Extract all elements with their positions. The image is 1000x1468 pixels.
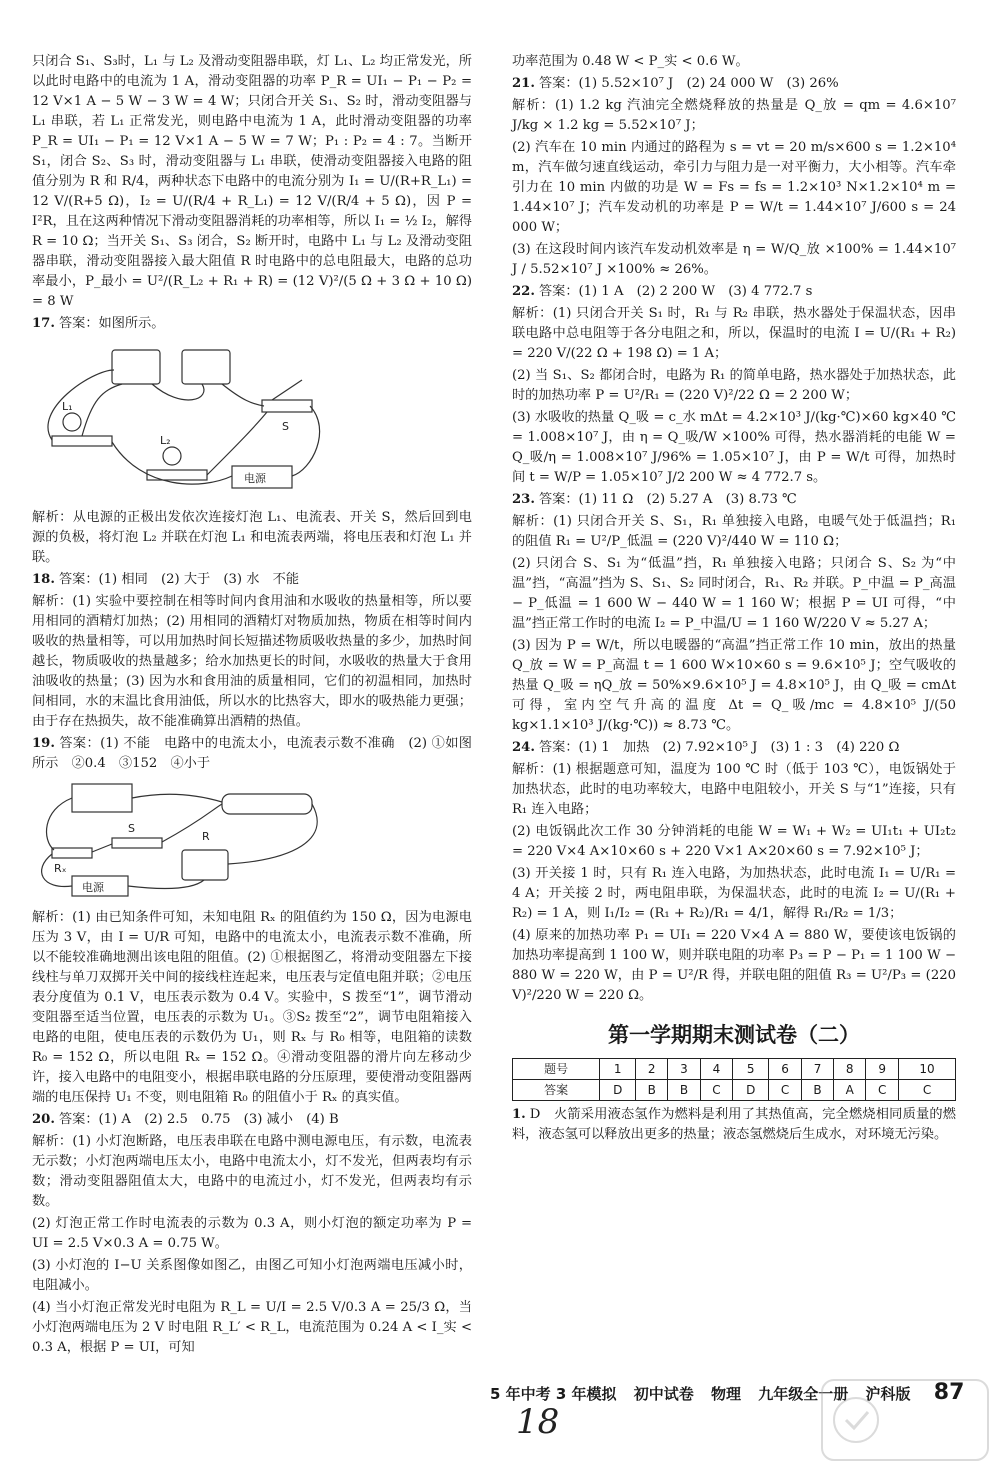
q21-explanation-3: (3) 在这段时间内该汽车发动机效率是 η = W/Q_放 ×100% = 1.44×10⁷ J / 5.52×10⁷ J ×100% ≈ 26%。 — [512, 242, 956, 277]
question-number: 23. — [512, 492, 535, 507]
q22-explanation-3: (3) 水吸收的热量 Q_吸 = c_水 mΔt = 4.2×10³ J/(kg·℃)×60 kg×40 ℃ = 1.008×10⁷ J，由 η = Q_吸/W ×100% 可得，热水器消耗的电能 W = Q_吸/η = 1.008×10⁷ J/96% = 1.05×10⁷ J，由 P = W/t 可得，加热时间 t = W/P = 1.05×10⁷ J/2 200 W ≈ 4 772.7 s。 — [512, 410, 956, 485]
table-cell: C — [700, 1080, 733, 1101]
q18-explanation: 解析：(1) 实验中要控制在相等时间内食用油和水吸收的热量相等，所以要用相同的酒精灯加热；(2) 用相同的酒精灯对物质加热，物质在相等时间内吸收的热量相等，可以用加热时间长短描述物质吸收热量的多少，加热时间越长，物质吸收的热量越多；给水加热更长的时间，水吸收的热量大于食用油吸收的热量；(3) 因为水和食用油的质量相同，它们的初温相同，加热时间相同，水的末温比食用油低，所以水的比热容大，即水的吸热能力更强；由于存在热损失，故不能准确算出酒精的热值。 — [32, 594, 472, 729]
voltmeter-icon — [182, 350, 230, 384]
table-cell: 4 — [700, 1059, 733, 1080]
q21-answer: 答案：(1) 5.52×10⁷ J (2) 24 000 W (3) 26% — [538, 76, 839, 91]
circuit-diagram — [32, 780, 332, 900]
resistor-r-label: R — [202, 830, 210, 843]
question-1 — [512, 1105, 956, 1145]
bulb-l1-icon — [63, 413, 81, 431]
section-title: 第一学期期末测试卷（二） — [608, 1023, 860, 1047]
q24-explanation-4: (4) 原来的加热功率 P₁ = UI₁ = 220 V×4 A = 880 W，要使该电饭锅的加热功率提高到 1 100 W，则并联电阻的功率 P₃ = P − P₁ = 1 100 W − 880 W = 220 W，由 P = U²/R 得，并联电阻的阻值 R₃ = U²/P₃ = (220 V)²/220 W = 220 Ω。 — [512, 928, 956, 1003]
q19-circuit-figure — [32, 780, 472, 900]
bulb-l2-icon — [163, 447, 181, 465]
q20-explanation-1: 解析：(1) 小灯泡断路，电压表串联在电路中测电源电压，有示数，电流表无示数；小灯泡两端电压太小，电路中电流太小，灯不发光，但两表均有示数；滑动变阻器阻值太大，电路中的电流过小，灯不发光，但两表均有示数。 — [32, 1134, 472, 1209]
q24-explanation-2: (2) 电饭锅此次工作 30 分钟消耗的电能 W = W₁ + W₂ = UI₁t₁ + UI₂t₂ = 220 V×4 A×10×60 s + 220 V×1 A×20×60 s = 7.92×10⁵ J； — [512, 824, 956, 859]
table-row — [513, 1080, 956, 1101]
table-cell: 6 — [769, 1059, 802, 1080]
question-21 — [512, 74, 956, 280]
footer-subject: 物理 — [711, 1385, 742, 1403]
watermark-logo — [820, 1378, 990, 1462]
q23-answer: 答案：(1) 11 Ω (2) 5.27 A (3) 8.73 ℃ — [538, 492, 797, 507]
table-cell: C — [866, 1080, 899, 1101]
table-cell: B — [636, 1080, 668, 1101]
question-23 — [512, 490, 956, 736]
resistor-rx-label: Rₓ — [54, 862, 67, 875]
footer-grade: 九年级全一册 — [758, 1385, 849, 1403]
table-cell: B — [668, 1080, 700, 1101]
resistance-box-icon — [72, 784, 132, 812]
table-cell: 2 — [636, 1059, 668, 1080]
q23-explanation-2: (2) 只闭合 S、S₁ 为“低温”挡，R₁ 单独接入电路；只闭合 S、S₂ 为“中温”挡，“高温”挡为 S、S₁、S₂ 同时闭合，R₁、R₂ 并联。P_中温 = P_高温 − P_低温 = 1 600 W − 440 W = 1 160 W；根据 P = UI 可得，“中温”挡正常工作时的电流 I₂ = P_中温/U = 1 160 W/220 V ≈ 5.27 A； — [512, 556, 956, 631]
q19-answer: 答案：(1) 不能 电路中的电流太小，电流表示数不准确 (2) ①如图所示 ②0.4 ③152 ④小于 — [32, 736, 472, 771]
answer-table — [512, 1058, 956, 1101]
ammeter-icon — [112, 350, 160, 384]
question-number: 21. — [512, 76, 535, 91]
table-cell: 3 — [668, 1059, 700, 1080]
q19-explanation: 解析：(1) 由已知条件可知，未知电阻 Rₓ 的阻值约为 150 Ω，因为电源电压为 3 V，由 I = U/R 可知，电路中的电流太小，电流表示数不准确，所以不能较准确地测出该电阻的阻值。(2) ①根据图乙，将滑动变阻器左下接线柱与单刀双掷开关中间的接线柱连起来，电压表与定值电阻并联；②电压表分度值为 0.1 V，电压表示数为 0.4 V。实验中，S 拨至“1”，调节滑动变阻器至适当位置，电压表的示数为 U₁。③S₂ 拨至“2”，调节电阻箱接入电路的电阻，使电压表的示数仍为 U₁，则 Rₓ 与 R₀ 相等，电阻箱的读数 R₀ = 152 Ω，所以电阻 Rₓ = 152 Ω。④滑动变阻器的滑片向左移动少许，接入电路中的电阻变小，根据串联电路的分压原理，要使滑动变阻器两端的电压保持 U₁ 不变，则电阻箱 R₀ 的阻值小于 Rₓ 的真实值。 — [32, 910, 472, 1105]
q23-explanation-3: (3) 因为 P = W/t，所以电暖器的“高温”挡正常工作 10 min，放出的热量 Q_放 = W = P_高温 t = 1 600 W×10×60 s = 9.6×10⁵ J；空气吸收的热量 Q_吸 = ηQ_放 = 50%×9.6×10⁵ J = 4.8×10⁵ J，由 Q_吸 = cmΔt 可得，室内空气升高的温度 Δt = Q_吸/mc = 4.8×10⁵ J/(50 kg×1.1×10³ J/(kg·℃)) ≈ 8.73 ℃。 — [512, 638, 956, 733]
question-number: 24. — [512, 740, 535, 755]
table-cell: C — [769, 1080, 802, 1101]
question-18 — [32, 570, 472, 732]
question-number: 19. — [32, 736, 55, 751]
table-cell: 7 — [801, 1059, 833, 1080]
question-number: 22. — [512, 284, 535, 299]
footer-series: 5 年中考 3 年模拟 — [490, 1385, 617, 1403]
q21-explanation-2: (2) 汽车在 10 min 内通过的路程为 s = vt = 20 m/s×600 s = 1.2×10⁴ m，汽车做匀速直线运动，牵引力与阻力是一对平衡力，大小相等。汽车牵引力在 10 min 内做的功是 W = Fs = fs = 1.2×10³ N×1.2×10⁴ m = 1.44×10⁷ J；汽车发动机的功率是 P = W/t = 1.44×10⁷ J/600 s = 24 000 W； — [512, 140, 956, 235]
switch-label: S — [282, 420, 289, 433]
table-header-cell: 题号 — [513, 1059, 600, 1080]
q1-text: D 火箭采用液态氢作为燃料是利用了其热值高，完全燃烧相同质量的燃料，液态氢可以释放出更多的热量；液态氢燃烧后生成水，对环境无污染。 — [512, 1107, 956, 1142]
circuit-diagram — [32, 340, 392, 500]
table-cell: B — [801, 1080, 833, 1101]
table-cell: 8 — [834, 1059, 866, 1080]
l2-label: L₂ — [160, 434, 171, 447]
q23-explanation-1: 解析：(1) 只闭合开关 S、S₁，R₁ 单独接入电路，电暖气处于低温挡；R₁ 的阻值 R₁ = U²/P_低温 = (220 V)²/440 W = 110 Ω； — [512, 514, 956, 549]
table-cell: 9 — [866, 1059, 899, 1080]
table-cell: 5 — [733, 1059, 769, 1080]
question-number: 1. — [512, 1107, 526, 1122]
q17-answer: 答案：如图所示。 — [58, 316, 165, 331]
q20-explanation-4: (4) 当小灯泡正常发光时电阻为 R_L = U/I = 2.5 V/0.3 A = 25/3 Ω，当小灯泡两端电压为 2 V 时电阻 R_L′ < R_L，电流范围为 0.24 A < I_实 < 0.3 A，根据 P = UI，可知 — [32, 1300, 472, 1355]
power-label: 电源 — [244, 472, 266, 485]
question-24 — [512, 738, 956, 1006]
q22-explanation-1: 解析：(1) 只闭合开关 S₁ 时，R₁ 与 R₂ 串联，热水器处于保温状态，因串联电路中总电阻等于各分电阻之和，所以，保温时的电流 I = U/(R₁ + R₂) = 220 V/(22 Ω + 198 Ω) = 1 A； — [512, 306, 956, 361]
switch-label: S — [128, 822, 135, 835]
table-cell: D — [733, 1080, 769, 1101]
table-header-cell: 答案 — [513, 1080, 600, 1101]
table-cell: 10 — [899, 1059, 956, 1080]
table-cell: A — [834, 1080, 866, 1101]
question-19 — [32, 734, 472, 1108]
q24-answer: 答案：(1) 1 加热 (2) 7.92×10⁵ J (3) 1 : 3 (4) 220 Ω — [538, 740, 900, 755]
voltmeter-icon — [182, 850, 228, 880]
table-row — [513, 1059, 956, 1080]
handwritten-page-mark: 18 — [516, 1402, 560, 1442]
q20-answer: 答案：(1) A (2) 2.5 0.75 (3) 减小 (4) B — [58, 1112, 339, 1127]
q16-solution-text: 只闭合 S₁、S₃时，L₁ 与 L₂ 及滑动变阻器串联，灯 L₁、L₂ 均正常发光，所以此时电路中的电流为 1 A，滑动变阻器的功率 P_R = UI₁ − P₁ − P₂ = 12 V×1 A − 5 W − 3 W = 4 W；只闭合开关 S₁、S₂ 时，滑动变阻器与 L₁ 串联，若 L₁ 正常发光，则电路中电流为 1 A，此时滑动变阻器的功率 P_R = UI₁ − P₁ = 12 V×1 A − 5 W = 7 W；P₁ : P₂ = 4 : 7。当断开 S₁，闭合 S₂、S₃ 时，滑动变阻器与 L₁ 串联，使滑动变阻器接入电路的阻值分别为 R 和 R/4，两种状态下电路中的电流分别为 I₁ = U/(R+R_L₁) = 12 V/(R+5 Ω)，I₂ = U/(R/4 + R_L₁) = 12 V/(R/4 + 5 Ω)，因 P = I²R，且在这两种情况下滑动变阻器消耗的功率相等，所以 I₁ = ½ I₂，解得 R = 10 Ω；当开关 S₁、S₃ 闭合，S₂ 断开时，电路中 L₁ 与 L₂ 及滑动变阻器串联，滑动变阻器接入最大阻值 R 时电路中的总电阻最大，电路的总功率最小，P_最小 = U²/(R_L₂ + R₁ + R) = (12 V)²/(5 Ω + 3 Ω + 10 Ω) = 8 W — [32, 54, 472, 309]
q17-circuit-figure — [32, 340, 472, 500]
page-number: 87 — [933, 1380, 965, 1405]
question-number: 17. — [32, 316, 55, 331]
q20-explanation-3: (3) 小灯泡的 I−U 关系图像如图乙，由图乙可知小灯泡两端电压减小时，电阻减小。 — [32, 1258, 472, 1293]
footer-type: 初中试卷 — [633, 1385, 694, 1403]
power-label: 电源 — [82, 881, 104, 894]
rheostat-icon — [222, 794, 312, 814]
q21-explanation-1: 解析：(1) 1.2 kg 汽油完全燃烧释放的热量是 Q_放 = qm = 4.6×10⁷ J/kg × 1.2 kg = 5.52×10⁷ J； — [512, 98, 956, 133]
table-cell: C — [899, 1080, 956, 1101]
question-22 — [512, 282, 956, 488]
q22-answer: 答案：(1) 1 A (2) 2 200 W (3) 4 772.7 s — [538, 284, 813, 299]
left-column — [32, 52, 472, 1360]
q20-tail: 功率范围为 0.48 W < P_实 < 0.6 W。 — [512, 54, 749, 69]
bulb-base — [52, 436, 112, 446]
question-number: 18. — [32, 572, 55, 587]
q24-explanation-3: (3) 开关接 1 时，只有 R₁ 连入电路，为加热状态，此时电流 I₁ = U/R₁ = 4 A；开关接 2 时，两电阻串联，为保温状态，此时的电流 I₂ = U/(R₁ + R₂) = 1 A，则 I₁/I₂ = (R₁ + R₂)/R₁ = 4/1，解得 R₁/R₂ = 1/3； — [512, 866, 956, 921]
table-cell: D — [600, 1080, 636, 1101]
q17-explanation: 解析：从电源的正极出发依次连接灯泡 L₁、电流表、开关 S，然后回到电源的负极，将灯泡 L₂ 并联在灯泡 L₁ 和电流表两端，将电压表和灯泡 L₁ 并联。 — [32, 510, 472, 565]
l1-label: L₁ — [62, 400, 73, 413]
right-column — [512, 52, 956, 1147]
switch-icon — [112, 838, 162, 848]
table-cell: 1 — [600, 1059, 636, 1080]
question-20 — [32, 1110, 472, 1358]
q18-answer: 答案：(1) 相同 (2) 大于 (3) 水 不能 — [58, 572, 300, 587]
question-number: 20. — [32, 1112, 55, 1127]
q20-explanation-2: (2) 灯泡正常工作时电流表的示数为 0.3 A，则小灯泡的额定功率为 P = UI = 2.5 V×0.3 A = 0.75 W。 — [32, 1216, 472, 1251]
resistor-rx-icon — [52, 848, 92, 858]
q22-explanation-2: (2) 当 S₁、S₂ 都闭合时，电路为 R₁ 的简单电路，热水器处于加热状态，此时的加热功率 P = U²/R₁ = (220 V)²/22 Ω = 2 200 W； — [512, 368, 956, 403]
switch-icon — [262, 400, 312, 412]
question-17 — [32, 314, 472, 568]
footer-edition: 沪科版 — [865, 1385, 911, 1403]
q24-explanation-1: 解析：(1) 根据题意可知，温度为 100 ℃ 时（低于 103 ℃），电饭锅处于加热状态，此时的电功率较大，电路中电阻较小，开关 S 与“1”连接，只有 R₁ 连入电路； — [512, 762, 956, 817]
